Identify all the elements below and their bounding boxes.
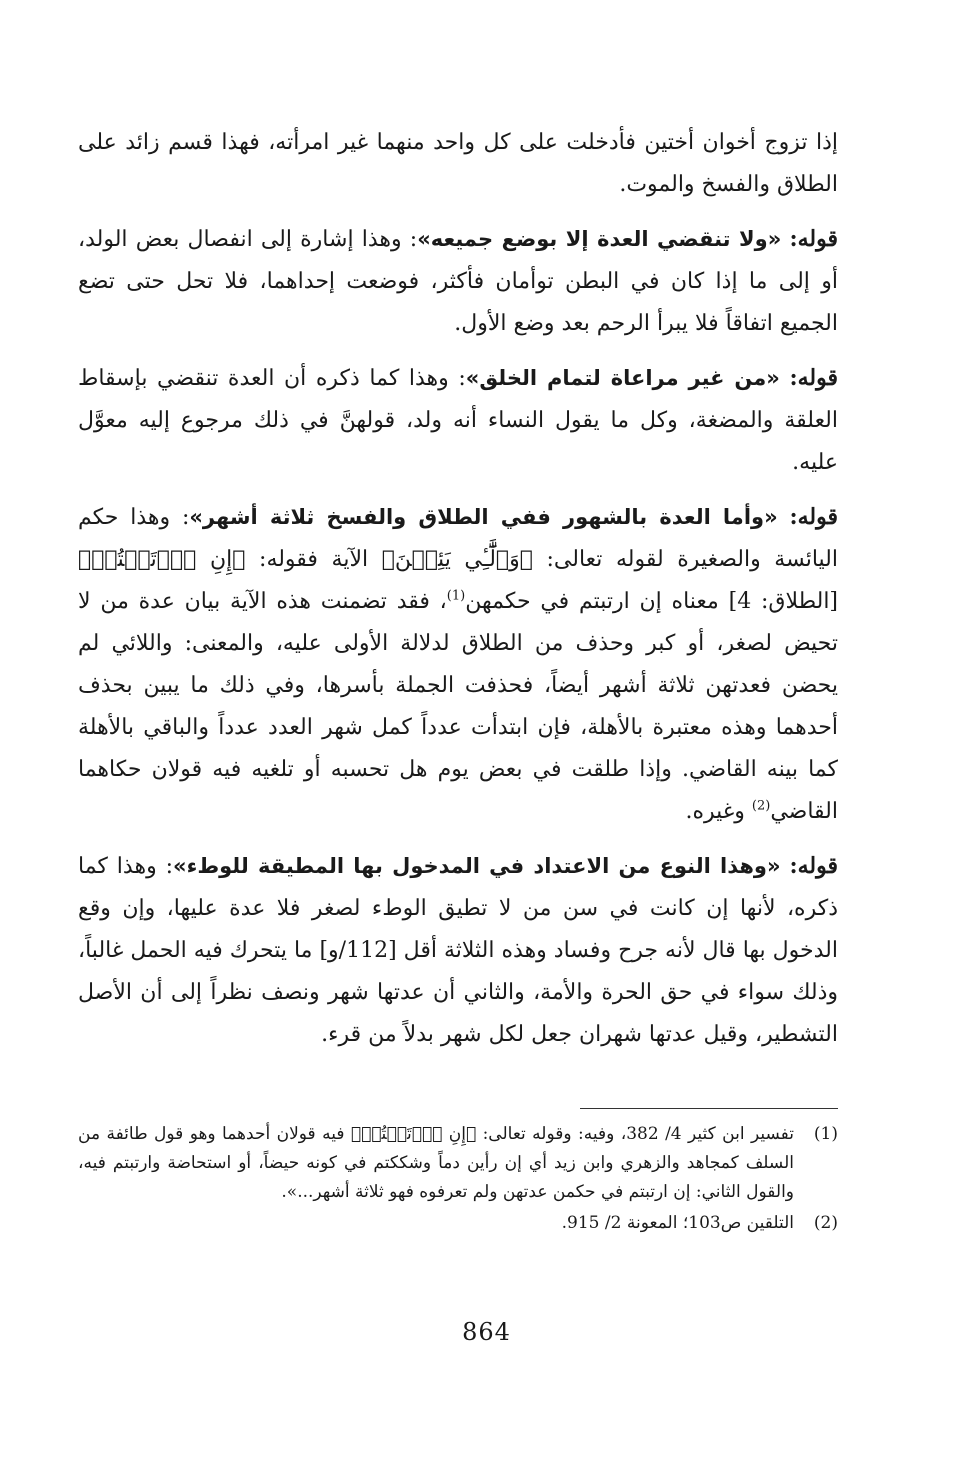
footnote-separator [580, 1108, 838, 1109]
quoted-heading: «وهذا النوع من الاعتداد في المدخول بها المطيقة للوطء» [173, 854, 781, 878]
main-text [78, 122, 838, 1068]
footnote-ref-1[interactable]: (1) [446, 588, 466, 604]
paragraph-4 [78, 496, 838, 833]
qawluh-label: قوله: [789, 365, 838, 391]
footnote-ref-2[interactable]: (2) [751, 798, 771, 814]
footnote-text: تفسير ابن كثير 4/ 382، وفيه: وقوله تعالى: ﴿إِنِ ٱرۡتَبۡتُمۡ﴾ فيه قولان أحدهما وهو قول طائفة من السلف كمجاهد والزهري وابن زيد أي إن رأين دماً وشككتم في كونه حيضاً، أو استحاضة وارتبتم فيه، والقول الثاني: إن ارتبتم في حكمن عدتهن ولم تعرفوه فهو ثلاثة أشهر...». [78, 1124, 794, 1202]
footnote-1 [78, 1120, 838, 1207]
qawluh-label: قوله: [789, 504, 838, 530]
quoted-heading: «ولا تنقضي العدة إلا بوضع جميعه» [417, 227, 782, 251]
paragraph-text: : وهذا حكم اليائسة والصغيرة لقوله تعالى: ﴿وَٱلَّٰٓـِٔي يَئِسۡنَ﴾ الآية فقوله: ﴿إِنِ ٱرۡتَبۡتُمۡ﴾ [الطلاق: 4] معناه إن ارتبتم في حكمهن [78, 505, 839, 614]
footnotes [78, 1120, 838, 1240]
paragraph-text: : وهذا كما ذكره، لأنها إن كانت في سن من لا تطيق الوطء لصغر فلا عدة عليها، وإن وقع الدخول بها قال لأنه جرح وفساد وهذه الثلاثة أقل [112/و] ما يتحرك فيه الحمل غالباً، وذلك سواء في حق الحرة والأمة، والثاني أن عدتها شهر ونصف نظراً إلى أن الأصل التشطير، وقيل عدتها شهران جعل لكل شهر بدلاً من قرء. [78, 854, 838, 1047]
paragraph-text: ، فقد تضمنت هذه الآية بيان عدة من لا تحيض لصغر، أو كبر وحذف من الطلاق لدلالة الأولى عليه، والمعنى: واللائي لم يحضن فعدتهن ثلاثة أشهر أيضاً، فحذفت الجملة بأسرها، وفي ذلك ما يبين بحذف أحدهما وهذه معتبرة بالأهلة، فإن ابتدأت عدداً كمل شهر العدد عدداً والباقي بالأهلة كما بينه القاضي. وإذا طلقت في بعض يوم هل تحسبه أو تلغيه فيه قولان حكاهما القاضي [78, 589, 838, 824]
paragraph-text: : وهذا كما ذكره أن العدة تنقضي بإسقاط العلقة والمضغة، وكل ما يقول النساء أنه ولد، قولهنَّ في ذلك مرجوع إليه معوَّل عليه. [78, 366, 838, 475]
qawluh-label: قوله: [789, 226, 838, 252]
quoted-heading: «وأما العدة بالشهور ففي الطلاق والفسخ ثلاثة أشهر» [189, 505, 778, 529]
qawluh-label: قوله: [789, 853, 838, 879]
page-number: 864 [462, 1318, 511, 1346]
paragraph-5 [78, 845, 838, 1056]
paragraph-3 [78, 357, 838, 484]
footnote-number: (2) [813, 1213, 838, 1233]
paragraph-text: إذا تزوج أخوان أختين فأدخلت على كل واحد منهما غير امرأته، فهذا قسم زائد على الطلاق والفسخ والموت. [78, 130, 838, 197]
paragraph-text: وغيره. [685, 799, 752, 824]
paragraph-1 [78, 122, 838, 206]
footnote-text: التلقين ص103؛ المعونة 2/ 915. [561, 1213, 794, 1233]
paragraph-2 [78, 218, 838, 345]
paragraph-text: : وهذا إشارة إلى انفصال بعض الولد، أو إلى ما إذا كان في البطن توأمان فأكثر، فوضعت إحداهما، فلا تحل حتى تضع الجميع اتفاقاً فلا يبرأ الرحم بعد وضع الأول. [78, 227, 838, 336]
quoted-heading: «من غير مراعاة لتمام الخلق» [465, 366, 780, 390]
footnote-2 [78, 1209, 838, 1238]
footnote-number: (1) [813, 1124, 838, 1144]
